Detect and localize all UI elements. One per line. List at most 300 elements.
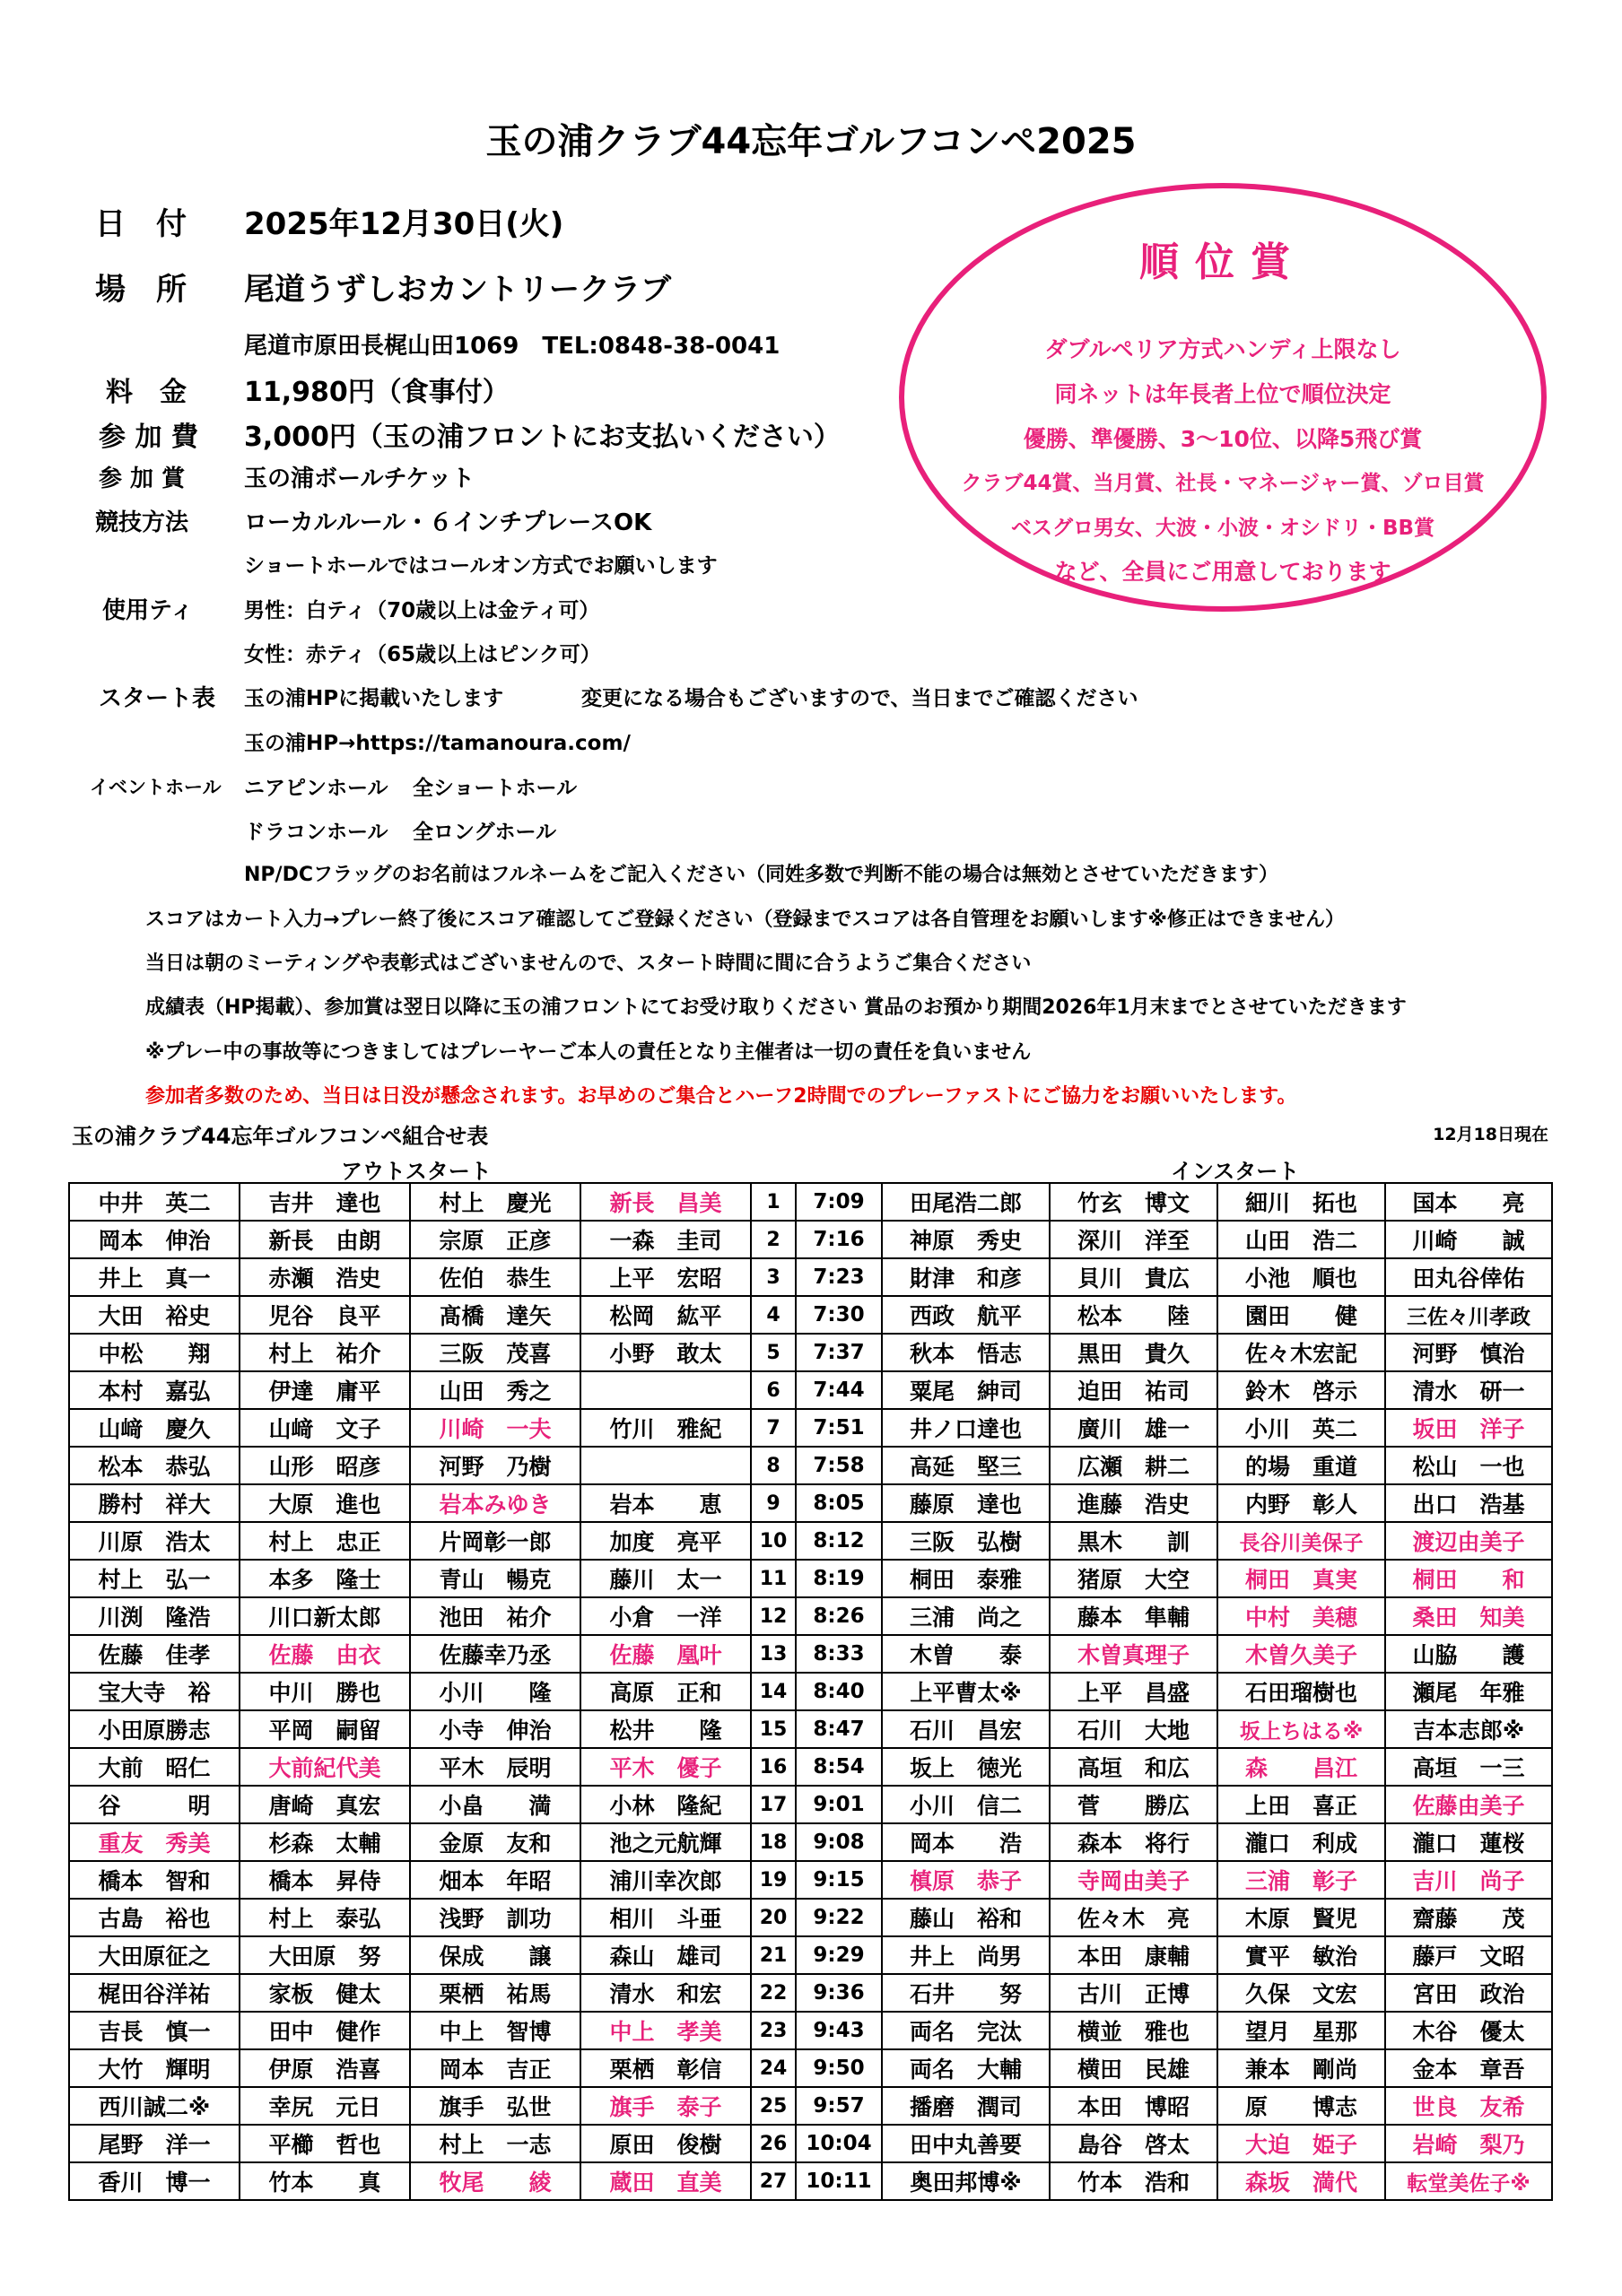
in-player-cell: 井上 尚男 <box>882 1936 1050 1974</box>
group-number-cell: 18 <box>751 1823 796 1861</box>
group-number-cell: 1 <box>751 1183 796 1221</box>
in-player-cell: 高垣 和広 <box>1050 1748 1217 1786</box>
out-player-cell: 尾野 洋一 <box>69 2125 240 2162</box>
group-number-cell: 10 <box>751 1522 796 1560</box>
out-player-cell: 小林 隆紀 <box>580 1786 751 1823</box>
table-row <box>69 1635 1552 1673</box>
out-player-cell: 家板 健太 <box>240 1974 410 2012</box>
in-player-cell: 両名 大輔 <box>882 2049 1050 2087</box>
in-player-cell: 上平 昌盛 <box>1050 1673 1217 1710</box>
in-player-cell: 佐藤由美子 <box>1385 1786 1552 1823</box>
group-number-cell: 21 <box>751 1936 796 1974</box>
group-number-cell: 24 <box>751 2049 796 2087</box>
out-player-cell: 平櫛 哲也 <box>240 2125 410 2162</box>
out-player-cell: 森山 雄司 <box>580 1936 751 1974</box>
start-time-cell: 7:37 <box>796 1334 882 1371</box>
event-dc: ドラコンホール <box>244 821 388 844</box>
in-player-cell: 原 博志 <box>1217 2087 1385 2125</box>
out-player-cell: 唐崎 真宏 <box>240 1786 410 1823</box>
out-player-cell: 栗栖 彰信 <box>580 2049 751 2087</box>
out-player-cell: 川口新太郎 <box>240 1597 410 1635</box>
in-player-cell: 神原 秀史 <box>882 1221 1050 1258</box>
in-player-cell: 石川 昌宏 <box>882 1710 1050 1748</box>
table-row <box>69 1296 1552 1334</box>
note-meeting: 当日は朝のミーティングや表彰式はございませんので、スタート時間に間に合うようご集合ください <box>145 952 1032 975</box>
out-player-cell: 金原 友和 <box>410 1823 580 1861</box>
in-player-cell: 山脇 護 <box>1385 1635 1552 1673</box>
out-player-cell: 青山 暢克 <box>410 1560 580 1597</box>
in-player-cell: 瀬尾 年雅 <box>1385 1673 1552 1710</box>
award-line: など、全員にご用意しております <box>1054 559 1391 585</box>
group-number-cell: 9 <box>751 1484 796 1522</box>
entry-fee-value: 3,000円（玉の浦フロントにお支払いください） <box>244 422 841 453</box>
in-start-label: インスタート <box>1171 1159 1300 1184</box>
group-number-cell: 8 <box>751 1447 796 1484</box>
in-player-cell: 迫田 祐司 <box>1050 1371 1217 1409</box>
out-player-cell: 本多 隆士 <box>240 1560 410 1597</box>
in-player-cell: 小池 順也 <box>1217 1258 1385 1296</box>
in-player-cell: 猪原 大空 <box>1050 1560 1217 1597</box>
date-label: 日 付 <box>95 206 187 242</box>
in-player-cell: 廣川 雄一 <box>1050 1409 1217 1447</box>
out-player-cell: 池之元航輝 <box>580 1823 751 1861</box>
out-player-cell: 中上 智博 <box>410 2012 580 2049</box>
out-player-cell: 松井 隆 <box>580 1710 751 1748</box>
out-start-label: アウトスタート <box>341 1159 492 1184</box>
in-player-cell: 桐田 和 <box>1385 1560 1552 1597</box>
in-player-cell: 菅 勝広 <box>1050 1786 1217 1823</box>
out-player-cell <box>580 1447 751 1484</box>
in-player-cell: 黒田 貴久 <box>1050 1334 1217 1371</box>
out-player-cell: 杉森 太輔 <box>240 1823 410 1861</box>
prize-label: 参 加 賞 <box>99 465 186 492</box>
group-number-cell: 12 <box>751 1597 796 1635</box>
in-player-cell: 森 昌江 <box>1217 1748 1385 1786</box>
out-player-cell: 山﨑 慶久 <box>69 1409 240 1447</box>
out-player-cell: 重友 秀美 <box>69 1823 240 1861</box>
table-as-of-date: 12月18日現在 <box>1433 1125 1548 1144</box>
in-player-cell: 槙原 恭子 <box>882 1861 1050 1899</box>
award-line: ベスグロ男女、大波・小波・オシドリ・BB賞 <box>1010 517 1435 540</box>
out-player-cell: 村上 慶光 <box>410 1183 580 1221</box>
in-player-cell: 佐々木宏記 <box>1217 1334 1385 1371</box>
out-player-cell: 橋本 智和 <box>69 1861 240 1899</box>
out-player-cell: 村上 一志 <box>410 2125 580 2162</box>
in-player-cell: 桐田 泰雅 <box>882 1560 1050 1597</box>
out-player-cell: 香川 博一 <box>69 2162 240 2200</box>
out-player-cell: 梶田谷洋祐 <box>69 1974 240 2012</box>
out-player-cell: 川原 浩太 <box>69 1522 240 1560</box>
out-player-cell: 川崎 一夫 <box>410 1409 580 1447</box>
out-player-cell: 浦川幸次郎 <box>580 1861 751 1899</box>
in-player-cell: 望月 星那 <box>1217 2012 1385 2049</box>
note-score: スコアはカート入力→プレー終了後にスコア確認してご登録ください（登録までスコアは各自管理をお願いします※修正はできません） <box>145 909 1345 931</box>
out-player-cell: 佐伯 恭生 <box>410 1258 580 1296</box>
in-player-cell: 坂田 洋子 <box>1385 1409 1552 1447</box>
table-row <box>69 2049 1552 2087</box>
entry-fee-label: 参 加 費 <box>99 422 198 453</box>
start-time-cell: 10:04 <box>796 2125 882 2162</box>
out-player-cell: 一森 圭司 <box>580 1221 751 1258</box>
start-time-cell: 8:19 <box>796 1560 882 1597</box>
in-player-cell: 的場 重道 <box>1217 1447 1385 1484</box>
table-row <box>69 1974 1552 2012</box>
start-time-cell: 9:15 <box>796 1861 882 1899</box>
out-player-cell: 小寺 伸治 <box>410 1710 580 1748</box>
award-line: クラブ44賞、当月賞、社長・マネージャー賞、ゾロ目賞 <box>961 472 1485 495</box>
in-player-cell: 島谷 啓太 <box>1050 2125 1217 2162</box>
out-player-cell: 畑本 年昭 <box>410 1861 580 1899</box>
in-player-cell: 渡辺由美子 <box>1385 1522 1552 1560</box>
group-number-cell: 5 <box>751 1334 796 1371</box>
in-player-cell: 西政 航平 <box>882 1296 1050 1334</box>
out-player-cell <box>580 1371 751 1409</box>
out-player-cell: 旗手 泰子 <box>580 2087 751 2125</box>
out-player-cell: 伊原 浩喜 <box>240 2049 410 2087</box>
table-row <box>69 1258 1552 1296</box>
award-line: ダブルペリア方式ハンディ上限なし <box>1044 336 1401 362</box>
start-time-cell: 8:47 <box>796 1710 882 1748</box>
in-player-cell: 古川 正博 <box>1050 1974 1217 2012</box>
table-row <box>69 1786 1552 1823</box>
in-player-cell: 出口 浩基 <box>1385 1484 1552 1522</box>
table-row <box>69 1710 1552 1748</box>
table-row <box>69 1409 1552 1447</box>
out-player-cell: 村上 祐介 <box>240 1334 410 1371</box>
tee-label: 使用ティ <box>102 597 194 624</box>
group-number-cell: 11 <box>751 1560 796 1597</box>
out-player-cell: 松本 恭弘 <box>69 1447 240 1484</box>
start-time-cell: 9:01 <box>796 1786 882 1823</box>
in-player-cell: 松本 陸 <box>1050 1296 1217 1334</box>
in-player-cell: 横並 雅也 <box>1050 2012 1217 2049</box>
out-player-cell: 小倉 一洋 <box>580 1597 751 1635</box>
in-player-cell: 転堂美佐子※ <box>1385 2162 1552 2200</box>
note-result: 成績表（HP掲載）、参加賞は翌日以降に玉の浦フロントにてお受け取りください 賞品のお預かり期間2026年1月末までとさせていただきます <box>145 996 1407 1019</box>
group-number-cell: 16 <box>751 1748 796 1786</box>
group-number-cell: 19 <box>751 1861 796 1899</box>
in-player-cell: 高垣 一三 <box>1385 1748 1552 1786</box>
out-player-cell: 加度 亮平 <box>580 1522 751 1560</box>
in-player-cell: 川崎 誠 <box>1385 1221 1552 1258</box>
in-player-cell: 金本 章吾 <box>1385 2049 1552 2087</box>
in-player-cell: 播磨 潤司 <box>882 2087 1050 2125</box>
table-title: 玉の浦クラブ44忘年ゴルフコンペ組合せ表 <box>72 1124 489 1149</box>
out-player-cell: 山田 秀之 <box>410 1371 580 1409</box>
out-player-cell: 伊達 庸平 <box>240 1371 410 1409</box>
rule-label: 競技方法 <box>95 509 189 536</box>
in-player-cell: 小川 信二 <box>882 1786 1050 1823</box>
out-player-cell: 赤瀬 浩史 <box>240 1258 410 1296</box>
group-number-cell: 15 <box>751 1710 796 1748</box>
in-player-cell: 本田 博昭 <box>1050 2087 1217 2125</box>
out-player-cell: 小野 敢太 <box>580 1334 751 1371</box>
prize-value: 玉の浦ボールチケット <box>244 465 475 492</box>
out-player-cell: 村上 弘一 <box>69 1560 240 1597</box>
table-row <box>69 1221 1552 1258</box>
start-time-cell: 9:36 <box>796 1974 882 2012</box>
out-player-cell: 大田原征之 <box>69 1936 240 1974</box>
group-number-cell: 20 <box>751 1899 796 1936</box>
start-note: 変更になる場合もございますので、当日までご確認ください <box>581 687 1138 710</box>
out-player-cell: 児谷 良平 <box>240 1296 410 1334</box>
in-player-cell: 田丸谷倖佑 <box>1385 1258 1552 1296</box>
fee-label: 料 金 <box>106 377 187 408</box>
in-player-cell: 粟尾 紳司 <box>882 1371 1050 1409</box>
out-player-cell: 浅野 訓功 <box>410 1899 580 1936</box>
out-player-cell: 池田 祐介 <box>410 1597 580 1635</box>
in-player-cell: 吉川 尚子 <box>1385 1861 1552 1899</box>
out-player-cell: 幸尻 元日 <box>240 2087 410 2125</box>
table-row <box>69 1597 1552 1635</box>
in-player-cell: 桑田 知美 <box>1385 1597 1552 1635</box>
pairing-table <box>68 1182 1553 2201</box>
table-row <box>69 1447 1552 1484</box>
rule-value: ローカルルール・６インチプレースOK <box>244 509 652 536</box>
out-player-cell: 井上 真一 <box>69 1258 240 1296</box>
in-player-cell: 坂上ちはる※ <box>1217 1710 1385 1748</box>
in-player-cell: 黒木 訓 <box>1050 1522 1217 1560</box>
start-label: スタート表 <box>99 685 216 712</box>
rule-value-2: ショートホールではコールオン方式でお願いします <box>244 554 718 578</box>
out-player-cell: 佐藤幸乃丞 <box>410 1635 580 1673</box>
in-player-cell: 上田 喜正 <box>1217 1786 1385 1823</box>
table-row <box>69 1673 1552 1710</box>
table-row <box>69 2125 1552 2162</box>
out-player-cell: 新長 由朗 <box>240 1221 410 1258</box>
table-row <box>69 2162 1552 2200</box>
out-player-cell: 宗原 正彦 <box>410 1221 580 1258</box>
in-player-cell: 齋藤 茂 <box>1385 1899 1552 1936</box>
out-player-cell: 山形 昭彦 <box>240 1447 410 1484</box>
in-player-cell: 木曽 泰 <box>882 1635 1050 1673</box>
out-player-cell: 田中 健作 <box>240 2012 410 2049</box>
start-time-cell: 7:16 <box>796 1221 882 1258</box>
out-player-cell: 佐藤 凰叶 <box>580 1635 751 1673</box>
group-number-cell: 13 <box>751 1635 796 1673</box>
in-player-cell: 横田 民雄 <box>1050 2049 1217 2087</box>
tee-male: 男性：白ティ（70歳以上は金ティ可） <box>244 599 600 622</box>
in-player-cell: 広瀬 耕二 <box>1050 1447 1217 1484</box>
out-player-cell: 岩本みゆき <box>410 1484 580 1522</box>
note-accident: ※プレー中の事故等につきましてはプレーヤーご本人の責任となり主催者は一切の責任を負いません <box>145 1041 1032 1064</box>
out-player-cell: 大原 進也 <box>240 1484 410 1522</box>
out-player-cell: 谷 明 <box>69 1786 240 1823</box>
in-player-cell: 石井 努 <box>882 1974 1050 2012</box>
in-player-cell: 中村 美穂 <box>1217 1597 1385 1635</box>
start-time-cell: 8:54 <box>796 1748 882 1786</box>
group-number-cell: 4 <box>751 1296 796 1334</box>
group-number-cell: 6 <box>751 1371 796 1409</box>
in-player-cell: 竹本 浩和 <box>1050 2162 1217 2200</box>
in-player-cell: 兼本 剛尚 <box>1217 2049 1385 2087</box>
in-player-cell: 松山 一也 <box>1385 1447 1552 1484</box>
note-flag: NP/DCフラッグのお名前はフルネームをご記入ください（同姓多数で判断不能の場合は無効とさせていただきます） <box>244 864 1279 886</box>
start-time-cell: 10:11 <box>796 2162 882 2200</box>
group-number-cell: 17 <box>751 1786 796 1823</box>
out-player-cell: 勝村 祥大 <box>69 1484 240 1522</box>
out-player-cell: 中井 英二 <box>69 1183 240 1221</box>
table-row <box>69 1484 1552 1522</box>
out-player-cell: 岡本 吉正 <box>410 2049 580 2087</box>
out-player-cell: 旗手 弘世 <box>410 2087 580 2125</box>
out-player-cell: 岡本 伸治 <box>69 1221 240 1258</box>
group-number-cell: 2 <box>751 1221 796 1258</box>
out-player-cell: 上平 宏昭 <box>580 1258 751 1296</box>
start-time-cell: 7:30 <box>796 1296 882 1334</box>
start-time-cell: 7:58 <box>796 1447 882 1484</box>
group-number-cell: 14 <box>751 1673 796 1710</box>
in-player-cell: 藤山 裕和 <box>882 1899 1050 1936</box>
out-player-cell: 橋本 昇侍 <box>240 1861 410 1899</box>
out-player-cell: 新長 昌美 <box>580 1183 751 1221</box>
in-player-cell: 瀧口 利成 <box>1217 1823 1385 1861</box>
in-player-cell: 石川 大地 <box>1050 1710 1217 1748</box>
group-number-cell: 26 <box>751 2125 796 2162</box>
out-player-cell: 髙橋 達矢 <box>410 1296 580 1334</box>
in-player-cell: 世良 友希 <box>1385 2087 1552 2125</box>
in-player-cell: 三浦 彰子 <box>1217 1861 1385 1899</box>
out-player-cell: 大田 裕史 <box>69 1296 240 1334</box>
place-value: 尾道うずしおカントリークラブ <box>244 272 671 308</box>
in-player-cell: 山田 浩二 <box>1217 1221 1385 1258</box>
in-player-cell: 内野 彰人 <box>1217 1484 1385 1522</box>
table-row <box>69 1748 1552 1786</box>
in-player-cell: 寺岡由美子 <box>1050 1861 1217 1899</box>
out-player-cell: 牧尾 綾 <box>410 2162 580 2200</box>
out-player-cell: 大竹 輝明 <box>69 2049 240 2087</box>
start-time-cell: 9:43 <box>796 2012 882 2049</box>
in-player-cell: 田中丸善要 <box>882 2125 1050 2162</box>
out-player-cell: 松岡 紘平 <box>580 1296 751 1334</box>
event-long: 全ロングホール <box>413 821 557 844</box>
in-player-cell: 鈴木 啓示 <box>1217 1371 1385 1409</box>
out-player-cell: 村上 泰弘 <box>240 1899 410 1936</box>
in-player-cell: 秋本 悟志 <box>882 1334 1050 1371</box>
out-player-cell: 保成 譲 <box>410 1936 580 1974</box>
out-player-cell: 中上 孝美 <box>580 2012 751 2049</box>
start-time-cell: 7:09 <box>796 1183 882 1221</box>
in-player-cell: 木原 賢児 <box>1217 1899 1385 1936</box>
in-player-cell: 奥田邦博※ <box>882 2162 1050 2200</box>
in-player-cell: 木谷 優太 <box>1385 2012 1552 2049</box>
out-player-cell: 竹本 真 <box>240 2162 410 2200</box>
in-player-cell: 清水 研一 <box>1385 1371 1552 1409</box>
in-player-cell: 細川 拓也 <box>1217 1183 1385 1221</box>
start-time-cell: 7:23 <box>796 1258 882 1296</box>
in-player-cell: 岡本 浩 <box>882 1823 1050 1861</box>
in-player-cell: 深川 洋至 <box>1050 1221 1217 1258</box>
table-row <box>69 1371 1552 1409</box>
group-number-cell: 22 <box>751 1974 796 2012</box>
in-player-cell: 三浦 尚之 <box>882 1597 1050 1635</box>
note-warning: 参加者多数のため、当日は日没が懸念されます。お早めのご集合とハーフ2時間でのプレーファストにご協力をお願いいたします。 <box>145 1085 1297 1108</box>
out-player-cell: 中川 勝也 <box>240 1673 410 1710</box>
start-time-cell: 8:33 <box>796 1635 882 1673</box>
in-player-cell: 桐田 真実 <box>1217 1560 1385 1597</box>
out-player-cell: 平木 辰明 <box>410 1748 580 1786</box>
in-player-cell: 田尾浩二郎 <box>882 1183 1050 1221</box>
out-player-cell: 原田 俊樹 <box>580 2125 751 2162</box>
in-player-cell: 瀧口 蓮桜 <box>1385 1823 1552 1861</box>
out-player-cell: 相川 斗亜 <box>580 1899 751 1936</box>
start-time-cell: 9:08 <box>796 1823 882 1861</box>
in-player-cell: 木曽久美子 <box>1217 1635 1385 1673</box>
in-player-cell: 財津 和彦 <box>882 1258 1050 1296</box>
in-player-cell: 河野 慎治 <box>1385 1334 1552 1371</box>
in-player-cell: 貝川 貴広 <box>1050 1258 1217 1296</box>
out-player-cell: 大前 昭仁 <box>69 1748 240 1786</box>
out-player-cell: 川渕 隆浩 <box>69 1597 240 1635</box>
table-row <box>69 1861 1552 1899</box>
table-row <box>69 1183 1552 1221</box>
table-row <box>69 1522 1552 1560</box>
table-row <box>69 1899 1552 1936</box>
start-time-cell: 8:12 <box>796 1522 882 1560</box>
out-player-cell: 岩本 恵 <box>580 1484 751 1522</box>
out-player-cell: 大前紀代美 <box>240 1748 410 1786</box>
in-player-cell: 三阪 弘樹 <box>882 1522 1050 1560</box>
date-value: 2025年12月30日(火) <box>244 206 564 242</box>
in-player-cell: 大迫 姫子 <box>1217 2125 1385 2162</box>
group-number-cell: 3 <box>751 1258 796 1296</box>
in-player-cell: 高延 堅三 <box>882 1447 1050 1484</box>
in-player-cell: 井ノ口達也 <box>882 1409 1050 1447</box>
in-player-cell: 森本 将行 <box>1050 1823 1217 1861</box>
start-time-cell: 7:51 <box>796 1409 882 1447</box>
out-player-cell: 佐藤 佳孝 <box>69 1635 240 1673</box>
start-time-cell: 8:26 <box>796 1597 882 1635</box>
event-short: 全ショートホール <box>413 777 578 800</box>
in-player-cell: 實平 敏治 <box>1217 1936 1385 1974</box>
start-time-cell: 9:57 <box>796 2087 882 2125</box>
out-player-cell: 高原 正和 <box>580 1673 751 1710</box>
in-player-cell: 坂上 徳光 <box>882 1748 1050 1786</box>
tee-female: 女性：赤ティ（65歳以上はピンク可） <box>244 643 601 666</box>
place-label: 場 所 <box>95 272 187 308</box>
out-player-cell: 蔵田 直美 <box>580 2162 751 2200</box>
group-number-cell: 25 <box>751 2087 796 2125</box>
table-row <box>69 2012 1552 2049</box>
in-player-cell: 宮田 政治 <box>1385 1974 1552 2012</box>
in-player-cell: 石田瑠樹也 <box>1217 1673 1385 1710</box>
in-player-cell: 両名 完汰 <box>882 2012 1050 2049</box>
fee-value: 11,980円（食事付） <box>244 377 510 408</box>
out-player-cell: 大田原 努 <box>240 1936 410 1974</box>
page-title: 玉の浦クラブ44忘年ゴルフコンペ2025 <box>485 121 1137 162</box>
in-player-cell: 久保 文宏 <box>1217 1974 1385 2012</box>
event-np: ニアピンホール <box>244 777 388 800</box>
out-player-cell: 村上 忠正 <box>240 1522 410 1560</box>
start-time-cell: 7:44 <box>796 1371 882 1409</box>
table-row <box>69 1334 1552 1371</box>
award-line: 同ネットは年長者上位で順位決定 <box>1054 381 1391 407</box>
in-player-cell: 木曽真理子 <box>1050 1635 1217 1673</box>
group-number-cell: 23 <box>751 2012 796 2049</box>
in-player-cell: 竹玄 博文 <box>1050 1183 1217 1221</box>
in-player-cell: 岩崎 梨乃 <box>1385 2125 1552 2162</box>
group-number-cell: 7 <box>751 1409 796 1447</box>
out-player-cell: 竹川 雅紀 <box>580 1409 751 1447</box>
in-player-cell: 藤本 隼輔 <box>1050 1597 1217 1635</box>
event-hole-label: イベントホール <box>90 777 222 798</box>
out-player-cell: 片岡彰一郎 <box>410 1522 580 1560</box>
table-row <box>69 1823 1552 1861</box>
out-player-cell: 佐藤 由衣 <box>240 1635 410 1673</box>
in-player-cell: 佐々木 亮 <box>1050 1899 1217 1936</box>
hp-link[interactable]: 玉の浦HP→https://tamanoura.com/ <box>244 732 631 755</box>
out-player-cell: 平木 優子 <box>580 1748 751 1786</box>
